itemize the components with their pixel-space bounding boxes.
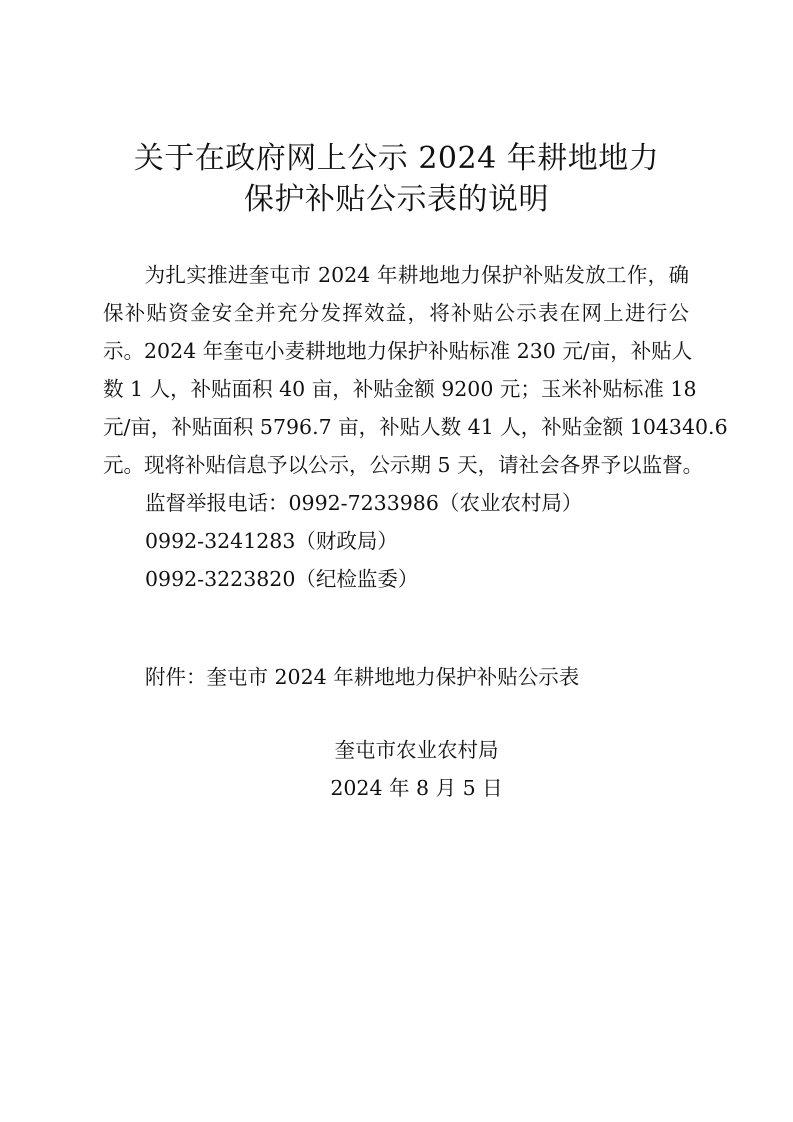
body-line: 元。现将补贴信息予以公示，公示期 5 天，请社会各界予以监督。 xyxy=(103,453,704,477)
title-line-2: 保护补贴公示表的说明 xyxy=(244,182,549,217)
body-line: 数 1 人，补贴面积 40 亩，补贴金额 9200 元；玉米补贴标准 18 xyxy=(103,377,697,401)
body-line: 元/亩，补贴面积 5796.7 亩，补贴人数 41 人，补贴金额 104340.6 xyxy=(103,415,728,439)
contact-line: 0992-3223820（纪检监委） xyxy=(145,567,419,591)
body-line: 为扎实推进奎屯市 2024 年耕地地力保护补贴发放工作，确 xyxy=(103,263,689,287)
body-line: 保补贴资金安全并充分发挥效益，将补贴公示表在网上进行公 xyxy=(103,301,689,325)
title-line-1: 关于在政府网上公示 2024 年耕地地力 xyxy=(133,141,660,176)
contact-line: 0992-3241283（财政局） xyxy=(145,529,398,553)
body-line: 示。2024 年奎屯小麦耕地地力保护补贴标准 230 元/亩，补贴人 xyxy=(103,339,693,363)
signature-date: 2024 年 8 月 5 日 xyxy=(330,776,503,800)
signature-org: 奎屯市农业农村局 xyxy=(334,738,499,762)
contact-line: 监督举报电话：0992-7233986（农业农村局） xyxy=(145,491,583,515)
attachment-note: 附件：奎屯市 2024 年耕地地力保护补贴公示表 xyxy=(145,665,580,689)
